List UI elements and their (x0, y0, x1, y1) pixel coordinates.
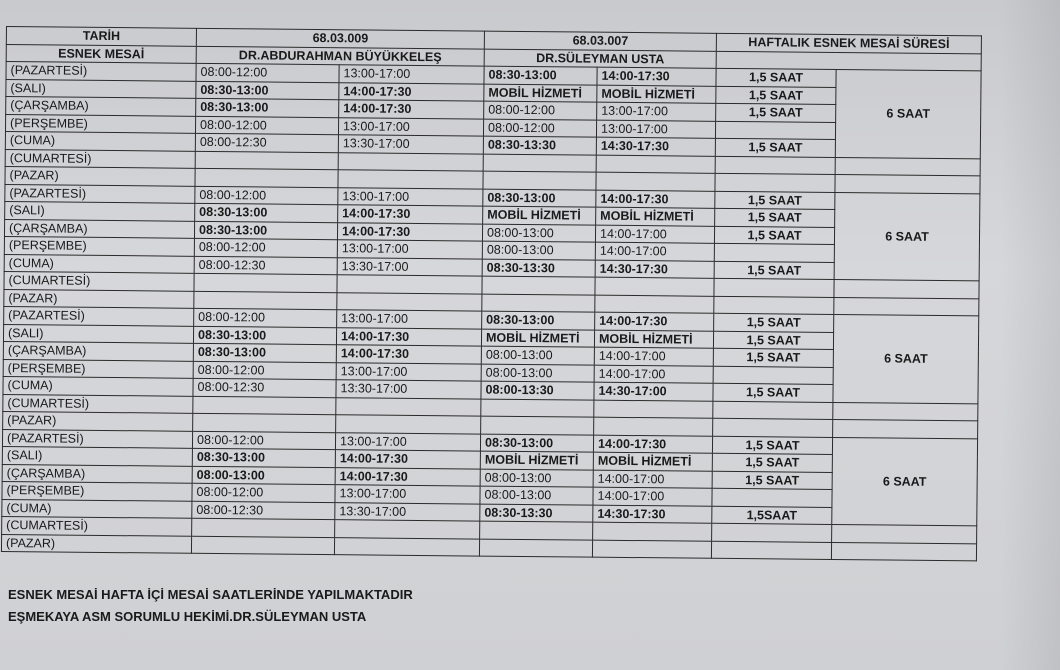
doctor1-afternoon-cell: 13:00-17:00 (338, 117, 483, 136)
doctor1-morning-cell: 08:00-12:30 (192, 501, 335, 520)
weekly-hours-cell: 1,5 SAAT (715, 208, 835, 227)
weekly-hours-cell: 1,5 SAAT (713, 331, 833, 350)
weekly-hours-cell: 1,5 SAAT (712, 436, 832, 455)
day-cell: (ÇARŞAMBA) (2, 464, 192, 483)
weekly-hours-cell (714, 278, 834, 297)
weekly-hours-cell: 1,5 SAAT (714, 261, 834, 280)
weekly-hours-cell (714, 296, 834, 315)
doctor1-afternoon-cell (337, 292, 482, 311)
doctor1-morning-cell (194, 273, 337, 292)
doctor1-morning-cell: 08:00-12:30 (193, 378, 336, 397)
doctor1-afternoon-cell (335, 520, 480, 539)
doctor2-morning-cell: MOBİL HİZMETİ (484, 84, 597, 103)
doctor2-morning-cell: 08:00-13:00 (481, 364, 594, 383)
doctor2-morning-cell: 08:00-13:00 (480, 469, 593, 488)
doctor1-morning-cell (192, 518, 335, 537)
day-cell: (PERŞEMBE) (2, 481, 192, 500)
weekly-hours-cell: 1,5 SAAT (714, 226, 834, 245)
doctor2-afternoon-cell (593, 522, 712, 541)
doctor1-afternoon-cell: 13:30-17:00 (336, 380, 481, 399)
day-cell: (CUMARTESİ) (3, 394, 193, 413)
doctor1-morning-cell: 08:30-13:00 (192, 448, 335, 467)
doctor2-afternoon-cell: MOBİL HİZMETİ (594, 330, 713, 349)
weekly-hours-cell (715, 156, 835, 175)
weekly-hours-cell (714, 243, 834, 262)
doctor2-afternoon-cell: 14:00-17:00 (595, 242, 714, 261)
weekly-hours-cell (715, 121, 835, 140)
day-cell: (CUMARTESİ) (2, 516, 192, 535)
doctor2-morning-cell (482, 294, 595, 313)
doctor1-morning-cell: 08:00-12:00 (195, 116, 338, 135)
day-cell: (ÇARŞAMBA) (4, 219, 194, 238)
doctor2-afternoon-cell: 14:00-17:30 (593, 435, 712, 454)
doctor1-code: 68.03.009 (196, 28, 484, 48)
weekly-hours-cell (712, 488, 832, 507)
weekly-total-blank (831, 542, 976, 561)
doctor1-morning-cell (195, 168, 338, 187)
doctor2-afternoon-cell: 14:00-17:00 (595, 225, 714, 244)
doctor1-morning-cell (191, 536, 334, 555)
doctor2-morning-cell: 08:30-13:00 (480, 434, 593, 453)
doctor2-afternoon-cell: 14:00-17:30 (597, 67, 716, 86)
doctor1-morning-cell (194, 291, 337, 310)
doctor2-morning-cell: MOBİL HİZMETİ (481, 329, 594, 348)
doctor2-afternoon-cell: 14:30-17:30 (595, 260, 714, 279)
doctor1-morning-cell (193, 396, 336, 415)
doctor2-morning-cell: 08:00-13:00 (480, 486, 593, 505)
doctor2-morning-cell: MOBİL HİZMETİ (480, 451, 593, 470)
doctor2-afternoon-cell: 14:00-17:00 (593, 487, 712, 506)
doctor2-code: 68.03.007 (484, 31, 716, 51)
doctor1-afternoon-cell: 14:00-17:30 (335, 450, 480, 469)
doctor2-morning-cell (482, 276, 595, 295)
doctor1-afternoon-cell: 13:30-17:00 (335, 502, 480, 521)
doctor1-morning-cell: 08:00-12:00 (196, 63, 339, 82)
doctor2-afternoon-cell (596, 172, 715, 191)
day-cell: (ÇARŞAMBA) (3, 341, 193, 360)
doctor2-morning-cell (481, 399, 594, 418)
doctor1-morning-cell: 08:00-12:00 (195, 186, 338, 205)
doctor2-morning-cell: 08:30-13:30 (480, 504, 593, 523)
doctor1-morning-cell: 08:00-12:00 (193, 361, 336, 380)
doctor2-morning-cell: 08:00-13:30 (481, 381, 594, 400)
flex-hours-table (1, 26, 982, 561)
doctor2-afternoon-cell: MOBİL HİZMETİ (593, 452, 712, 471)
day-cell: (SALI) (6, 79, 196, 98)
weekly-hours-cell: 1,5 SAAT (714, 313, 834, 332)
page-shadow (1000, 0, 1060, 670)
doctor1-afternoon-cell: 14:00-17:30 (339, 100, 484, 119)
doctor1-morning-cell: 08:00-12:00 (194, 238, 337, 257)
day-cell: (PAZARTESİ) (2, 429, 192, 448)
doctor2-afternoon-cell: 13:00-17:00 (596, 120, 715, 139)
doctor2-morning-cell: 08:00-12:00 (483, 119, 596, 138)
day-cell: (CUMA) (2, 499, 192, 518)
doctor1-afternoon-cell (338, 170, 483, 189)
doctor2-afternoon-cell: 14:00-17:00 (594, 365, 713, 384)
doctor1-morning-cell (195, 151, 338, 170)
doctor1-afternoon-cell: 14:00-17:30 (339, 82, 484, 101)
weekly-hours-cell (713, 366, 833, 385)
weekly-hours-cell (715, 173, 835, 192)
doctor1-morning-cell: 08:00-12:00 (194, 308, 337, 327)
doctor2-afternoon-cell: 14:30-17:00 (594, 382, 713, 401)
weekly-hours-cell: 1,5SAAT (712, 506, 832, 525)
doctor2-afternoon-cell: MOBİL HİZMETİ (596, 207, 715, 226)
doctor1-afternoon-cell: 13:00-17:00 (337, 310, 482, 329)
doctor2-morning-cell: 08:30-13:00 (484, 66, 597, 85)
footer-note: ESNEK MESAİ HAFTA İÇİ MESAİ SAATLERİNDE YAPILMAKTADIR (8, 587, 413, 602)
day-cell: (CUMA) (4, 254, 194, 273)
doctor1-morning-cell: 08:00-13:00 (192, 466, 335, 485)
weekly-total-blank (834, 279, 979, 298)
doctor2-morning-cell: 08:30-13:30 (483, 136, 596, 155)
doctor1-afternoon-cell (336, 397, 481, 416)
weekly-header: HAFTALIK ESNEK MESAİ SÜRESİ (716, 33, 981, 53)
day-cell: (CUMA) (5, 131, 195, 150)
weekly-hours-cell (711, 541, 831, 560)
doctor2-afternoon-cell (594, 400, 713, 419)
doctor1-afternoon-cell: 14:00-17:30 (337, 222, 482, 241)
doctor2-afternoon-cell (592, 540, 711, 559)
weekly-hours-cell: 1,5 SAAT (715, 138, 835, 157)
doctor1-afternoon-cell (337, 275, 482, 294)
doctor1-name: DR.ABDURAHMAN BÜYÜKKELEŞ (196, 46, 484, 66)
doctor1-morning-cell: 08:30-13:00 (195, 203, 338, 222)
day-cell: (PAZAR) (5, 166, 195, 185)
weekly-hours-cell: 1,5 SAAT (712, 453, 832, 472)
day-cell: (CUMARTESİ) (4, 271, 194, 290)
doctor1-afternoon-cell: 13:30-17:00 (338, 135, 483, 154)
doctor1-morning-cell: 08:00-12:30 (195, 133, 338, 152)
doctor2-afternoon-cell: 14:00-17:00 (593, 470, 712, 489)
doctor1-afternoon-cell: 14:00-17:30 (338, 205, 483, 224)
doctor2-morning-cell: 08:30-13:00 (483, 189, 596, 208)
doctor2-morning-cell: 08:00-13:00 (482, 241, 595, 260)
doctor1-afternoon-cell (334, 537, 479, 556)
doctor1-afternoon-cell: 13:00-17:00 (335, 432, 480, 451)
day-cell: (CUMARTESİ) (5, 149, 195, 168)
doctor1-morning-cell: 08:00-12:00 (192, 483, 335, 502)
weekly-total-blank (835, 157, 980, 176)
day-cell: (CUMA) (3, 376, 193, 395)
day-cell: (PERŞEMBE) (3, 359, 193, 378)
day-cell: (PAZAR) (3, 411, 193, 430)
day-cell: (SALI) (5, 201, 195, 220)
weekly-hours-cell: 1,5 SAAT (712, 471, 832, 490)
weekly-total-cell: 6 SAAT (832, 437, 978, 526)
day-cell: (PAZAR) (1, 534, 191, 553)
doctor2-afternoon-cell: 14:30-17:30 (596, 137, 715, 156)
doctor1-afternoon-cell: 13:00-17:00 (337, 240, 482, 259)
doctor1-morning-cell: 08:30-13:00 (194, 221, 337, 240)
doctor2-morning-cell: MOBİL HİZMETİ (483, 206, 596, 225)
day-cell: (ÇARŞAMBA) (6, 97, 196, 116)
weekly-total-cell: 6 SAAT (834, 192, 980, 281)
doctor1-afternoon-cell (336, 415, 481, 434)
weekly-hours-cell: 1,5 SAAT (716, 103, 836, 122)
weekly-hours-cell: 1,5 SAAT (713, 348, 833, 367)
doctor2-afternoon-cell: MOBİL HİZMETİ (597, 85, 716, 104)
doctor1-afternoon-cell: 14:00-17:30 (335, 467, 480, 486)
flex-header: ESNEK MESAİ (6, 44, 196, 63)
doctor2-morning-cell (479, 539, 592, 558)
weekly-hours-cell (713, 401, 833, 420)
doctor2-morning-cell: 08:30-13:30 (482, 259, 595, 278)
doctor2-afternoon-cell (595, 277, 714, 296)
weekly-hours-cell (713, 418, 833, 437)
doctor2-morning-cell (481, 416, 594, 435)
doctor1-morning-cell: 08:00-12:00 (192, 431, 335, 450)
doctor1-afternoon-cell: 13:00-17:00 (335, 485, 480, 504)
weekly-total-blank (832, 524, 977, 543)
doctor2-morning-cell: 08:00-13:00 (481, 346, 594, 365)
doctor2-afternoon-cell: 14:30-17:30 (593, 505, 712, 524)
doctor2-afternoon-cell: 14:00-17:30 (595, 312, 714, 331)
doctor1-morning-cell (193, 413, 336, 432)
date-header: TARİH (6, 27, 196, 46)
doctor1-morning-cell: 08:00-12:30 (194, 256, 337, 275)
doctor2-afternoon-cell (595, 295, 714, 314)
day-cell: (PERŞEMBE) (4, 236, 194, 255)
weekly-total-blank (834, 297, 979, 316)
doctor2-morning-cell (483, 154, 596, 173)
schedule-sheet (1, 26, 982, 561)
doctor1-afternoon-cell: 13:00-17:00 (339, 65, 484, 84)
doctor2-morning-cell: 08:30-13:00 (482, 311, 595, 330)
weekly-total-blank (833, 419, 978, 438)
doctor2-morning-cell (483, 171, 596, 190)
weekly-hours-cell (712, 523, 832, 542)
day-cell: (PAZARTESİ) (6, 62, 196, 81)
weekly-total-blank (835, 174, 980, 193)
day-cell: (PAZARTESİ) (5, 184, 195, 203)
doctor2-afternoon-cell: 13:00-17:00 (597, 102, 716, 121)
doctor1-afternoon-cell: 13:00-17:00 (338, 187, 483, 206)
doctor2-morning-cell: 08:00-12:00 (484, 101, 597, 120)
day-cell: (PAZARTESİ) (4, 306, 194, 325)
doctor1-morning-cell: 08:30-13:00 (193, 326, 336, 345)
weekly-hours-cell: 1,5 SAAT (715, 191, 835, 210)
doctor2-afternoon-cell: 14:00-17:30 (596, 190, 715, 209)
weekly-total-cell: 6 SAAT (835, 69, 981, 158)
doctor1-morning-cell: 08:30-13:00 (196, 98, 339, 117)
doctor1-afternoon-cell: 13:30-17:00 (337, 257, 482, 276)
doctor1-afternoon-cell: 13:00-17:00 (336, 362, 481, 381)
doctor1-afternoon-cell: 14:00-17:30 (336, 327, 481, 346)
weekly-total-blank (833, 402, 978, 421)
weekly-total-cell: 6 SAAT (833, 314, 979, 403)
doctor1-morning-cell: 08:30-13:00 (196, 81, 339, 100)
doctor2-morning-cell: 08:00-13:00 (482, 224, 595, 243)
doctor2-afternoon-cell (594, 417, 713, 436)
weekly-hours-cell: 1,5 SAAT (716, 86, 836, 105)
doctor2-morning-cell (480, 521, 593, 540)
day-cell: (PAZAR) (4, 289, 194, 308)
doctor1-afternoon-cell (338, 152, 483, 171)
doctor2-afternoon-cell (596, 155, 715, 174)
doctor2-name: DR.SÜLEYMAN USTA (484, 49, 716, 69)
doctor1-afternoon-cell: 14:00-17:30 (336, 345, 481, 364)
day-cell: (SALI) (2, 446, 192, 465)
footer-signature: EŞMEKAYA ASM SORUMLU HEKİMİ.DR.SÜLEYMAN USTA (8, 609, 367, 624)
doctor2-afternoon-cell: 14:00-17:00 (594, 347, 713, 366)
weekly-hours-cell: 1,5 SAAT (713, 383, 833, 402)
day-cell: (PERŞEMBE) (5, 114, 195, 133)
day-cell: (SALI) (3, 324, 193, 343)
doctor1-morning-cell: 08:30-13:00 (193, 343, 336, 362)
weekly-hours-cell: 1,5 SAAT (716, 68, 836, 87)
